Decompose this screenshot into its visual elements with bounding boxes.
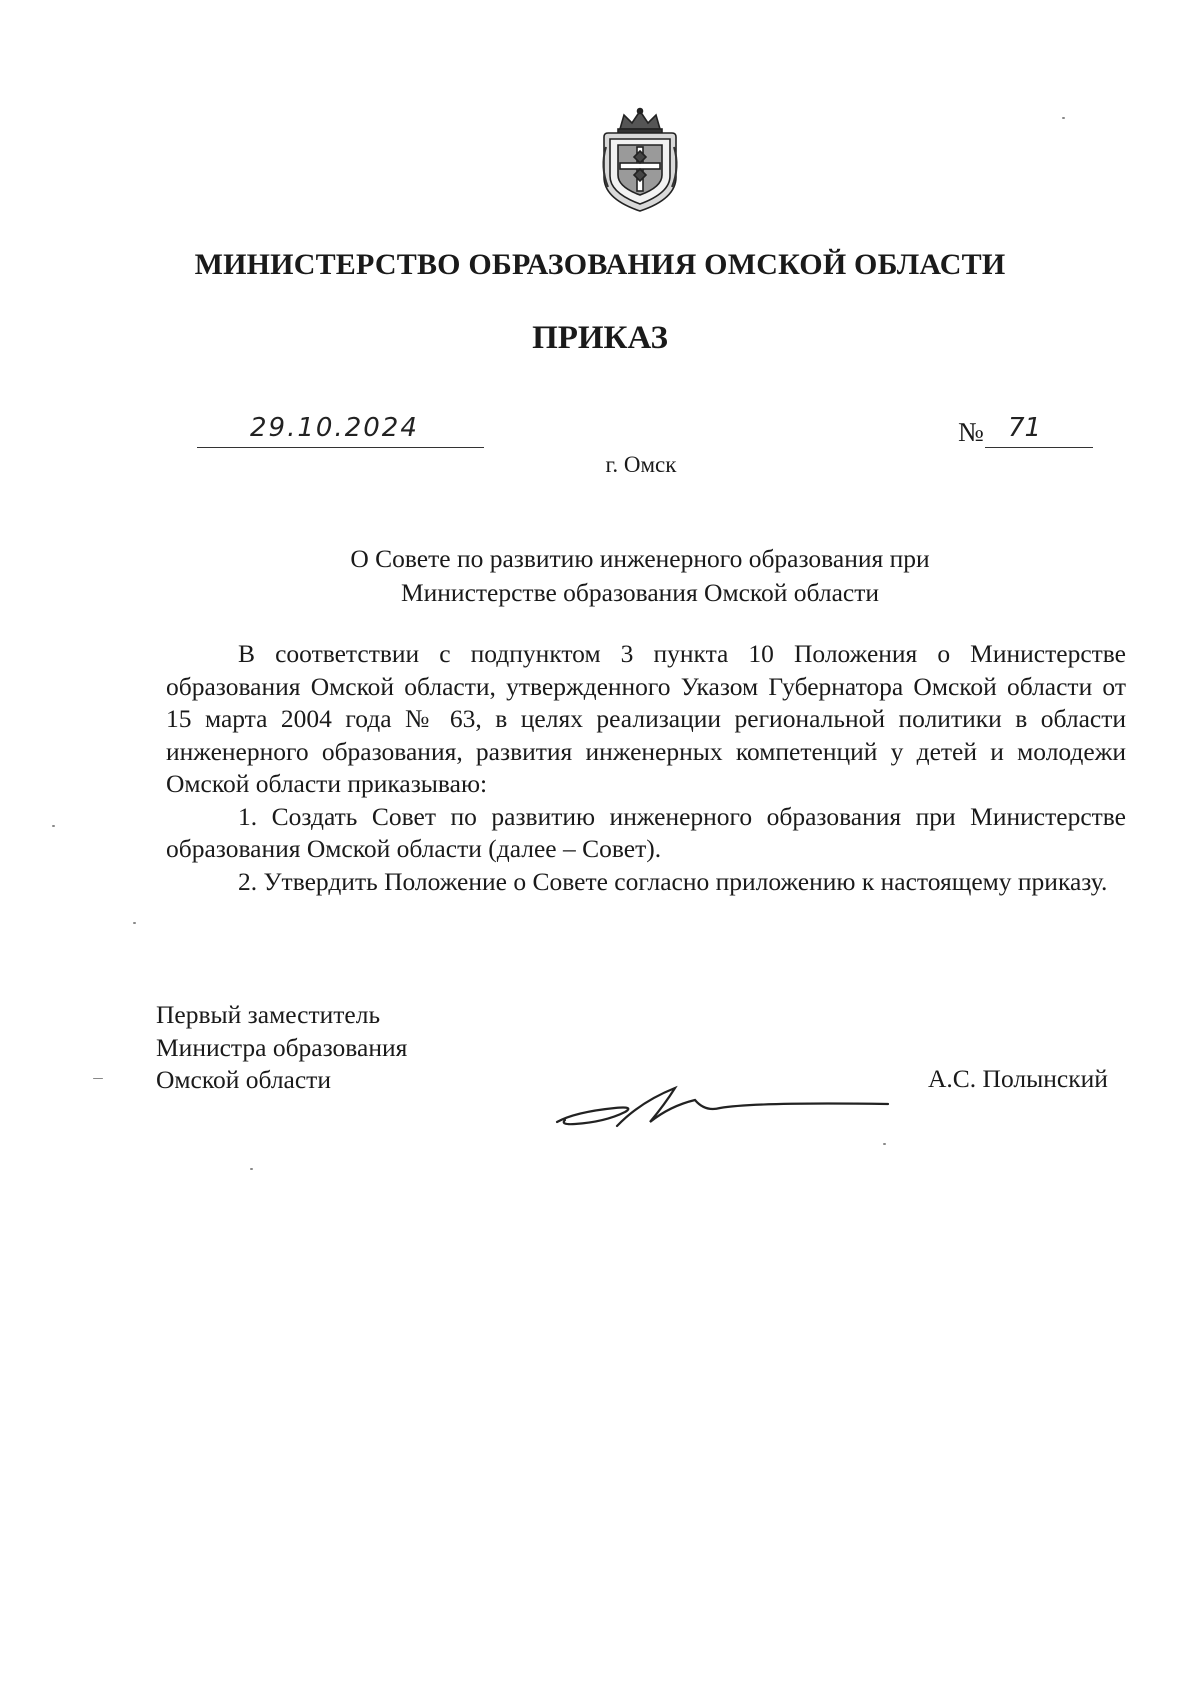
item-1-paragraph: 1. Создать Совет по развитию инженерного образования при Министерстве образования Омской области (далее – Совет). <box>166 801 1126 863</box>
number-underline <box>985 447 1093 448</box>
order-date: 29.10.2024 <box>250 413 419 443</box>
scan-speck <box>93 1078 103 1079</box>
signatory-position <box>156 999 407 1097</box>
preamble-paragraph: В соответствии с подпунктом 3 пункта 10 Положения о Министерстве образования Омской области, утвержденного Указом Губернатора Омской области от 15 марта 2004 года № 63, в целях реализации региональной политики в области инженерного образования, развития инженерных компетенций у детей и молодежи Омской области приказываю: <box>166 639 1126 798</box>
date-underline <box>197 447 484 448</box>
document-type: ПРИКАЗ <box>532 320 668 356</box>
signer-name: А.С. Полынский <box>928 1064 1108 1093</box>
scan-speck <box>883 1143 886 1145</box>
city: г. Омск <box>605 452 677 477</box>
coat-of-arms-icon <box>598 107 682 213</box>
scan-speck <box>250 1168 253 1170</box>
item-2-paragraph: 2. Утвердить Положение о Совете согласно приложению к настоящему приказу. <box>238 866 1108 896</box>
ministry-title: МИНИСТЕРСТВО ОБРАЗОВАНИЯ ОМСКОЙ ОБЛАСТИ <box>194 248 1006 281</box>
subject-line-1: О Совете по развитию инженерного образования при <box>350 544 930 573</box>
order-body <box>166 638 1126 898</box>
position-line-3: Омской области <box>156 1065 331 1094</box>
handwritten-signature-icon <box>555 1082 890 1132</box>
position-line-2: Министра образования <box>156 1032 408 1062</box>
scan-speck <box>133 922 136 924</box>
scan-speck <box>1062 117 1065 119</box>
number-label: № <box>958 417 984 447</box>
order-number: 71 <box>1008 413 1042 443</box>
order-subject <box>250 542 1030 610</box>
position-line-1: Первый заместитель <box>156 1000 381 1029</box>
subject-line-2: Министерстве образования Омской области <box>400 578 880 607</box>
scan-speck <box>52 825 55 827</box>
